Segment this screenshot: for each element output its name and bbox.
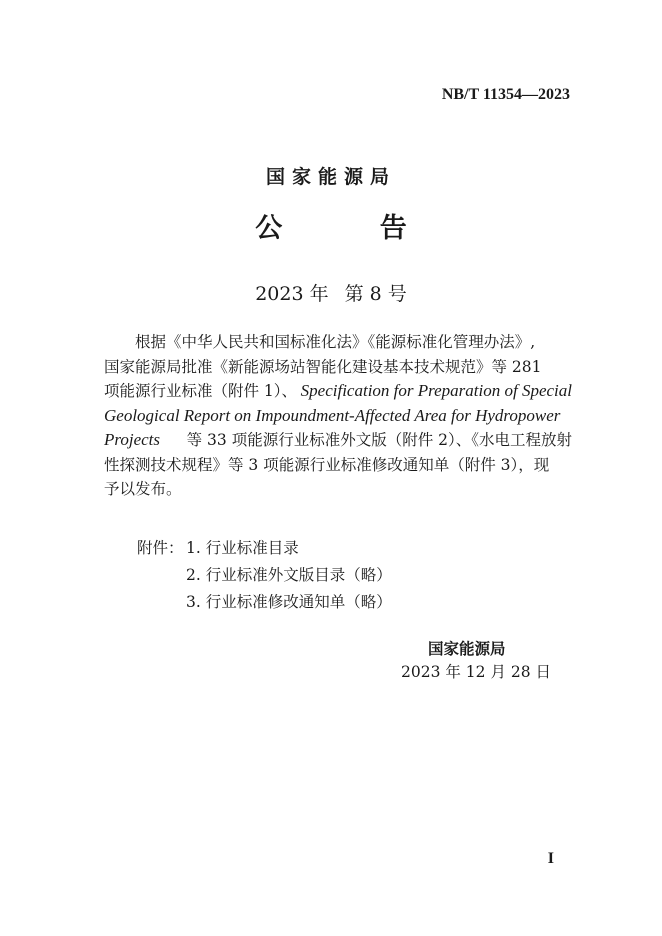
body-line — [104, 428, 572, 453]
body-line: 予以发布。 — [104, 480, 182, 498]
attachments-label: 附件： — [137, 539, 184, 557]
attachment-item — [137, 562, 392, 589]
standard-number: NB/T 11354—2023 — [441, 86, 570, 103]
issue-number — [0, 279, 662, 306]
body-line — [104, 379, 572, 404]
body-line: 国家能源局批准《新能源场站智能化建设基本技术规范》等 281 — [104, 357, 542, 376]
agency-title: 国家能源局 — [265, 166, 396, 188]
body-text-segment: 项能源行业标准（附件 1）、 — [104, 382, 298, 400]
attachment-item — [137, 535, 392, 562]
body-line: Geological Report on Impoundment-Affected Area for Hydropower — [104, 405, 561, 425]
body-text-segment: 等 33 项能源行业标准外文版（附件 2）、《水电工程放射 — [186, 431, 572, 449]
attachments-list — [137, 535, 392, 616]
issue-date: 2023 年 12 月 28 日 — [401, 663, 552, 681]
notice-body — [104, 330, 572, 502]
document-type: 公 告 — [255, 213, 451, 244]
standard-title-english: Specification for Preparation of Special — [300, 381, 572, 400]
issuer-signature: 国家能源局 — [428, 640, 506, 658]
body-line: 根据《中华人民共和国标准化法》《能源标准化管理办法》, — [135, 333, 536, 351]
issue-serial: 第 8 号 — [344, 283, 407, 305]
attachment-item-text: 3. 行业标准修改通知单（略） — [186, 593, 392, 611]
attachment-item-text: 2. 行业标准外文版目录（略） — [186, 566, 392, 584]
attachment-item-text: 1. 行业标准目录 — [186, 539, 299, 557]
standard-title-english-end: Projects — [104, 430, 161, 449]
issue-year: 2023 年 — [255, 283, 329, 305]
attachment-item — [137, 589, 392, 616]
body-line: 性探测技术规程》等 3 项能源行业标准修改通知单（附件 3），现 — [104, 455, 550, 474]
page-number: I — [547, 850, 554, 867]
